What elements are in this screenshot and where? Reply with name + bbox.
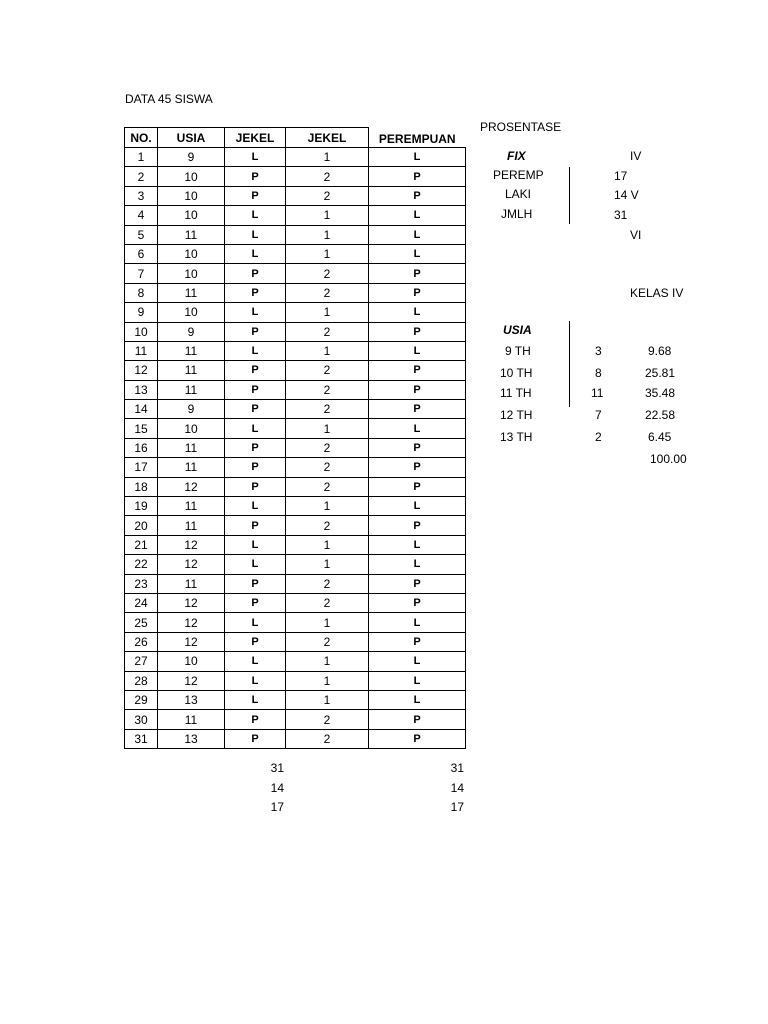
cell-jekel: P [225, 593, 286, 612]
cell-no: 3 [125, 186, 158, 205]
cell-jekel: P [225, 438, 286, 457]
cell-no: 10 [125, 322, 158, 341]
header-jekel-code: JEKEL [286, 128, 369, 148]
total-col4-0: 31 [270, 761, 284, 775]
cell-no: 6 [125, 244, 158, 263]
cell-jekel: P [225, 186, 286, 205]
prosentase-divider [569, 167, 570, 224]
cell-usia: 10 [158, 419, 225, 438]
cell-no: 25 [125, 613, 158, 632]
cell-jekel-code: 1 [286, 497, 369, 516]
cell-jekel-code: 1 [286, 671, 369, 690]
table-row [125, 167, 466, 186]
cell-usia: 9 [158, 322, 225, 341]
cell-jekel: P [225, 477, 286, 496]
cell-usia: 11 [158, 458, 225, 477]
laki-value: 14 V [614, 188, 639, 202]
jumlah-label: JMLH [501, 207, 533, 221]
cell-jekel-code: 2 [286, 729, 369, 748]
cell-usia: 11 [158, 283, 225, 302]
table-row [125, 516, 466, 535]
age-pct-10: 25.81 [645, 366, 676, 380]
age-pct-11: 35.48 [645, 386, 676, 400]
cell-usia: 11 [158, 710, 225, 729]
header-no: NO. [125, 128, 158, 148]
total-col5-1: 14 [450, 781, 464, 795]
table-row [125, 419, 466, 438]
cell-perempuan: L [369, 671, 466, 690]
cell-usia: 11 [158, 516, 225, 535]
table-row [125, 225, 466, 244]
cell-usia: 12 [158, 632, 225, 651]
table-header-row [125, 128, 466, 148]
cell-no: 8 [125, 283, 158, 302]
cell-no: 4 [125, 206, 158, 225]
cell-no: 18 [125, 477, 158, 496]
table-row [125, 322, 466, 341]
table-row [125, 283, 466, 302]
cell-jekel: P [225, 574, 286, 593]
header-usia: USIA [158, 128, 225, 148]
table-row [125, 341, 466, 360]
total-col4-2: 17 [270, 800, 284, 814]
cell-jekel: P [225, 283, 286, 302]
cell-usia: 11 [158, 438, 225, 457]
age-count-12: 7 [595, 408, 602, 422]
cell-jekel: P [225, 458, 286, 477]
cell-jekel: L [225, 225, 286, 244]
table-row [125, 438, 466, 457]
cell-perempuan: P [369, 710, 466, 729]
cell-jekel: L [225, 206, 286, 225]
cell-jekel-code: 2 [286, 438, 369, 457]
cell-usia: 10 [158, 167, 225, 186]
prosentase-title: PROSENTASE [480, 120, 562, 134]
cell-jekel-code: 2 [286, 710, 369, 729]
student-data-table [124, 127, 466, 749]
cell-no: 5 [125, 225, 158, 244]
cell-jekel: P [225, 632, 286, 651]
cell-perempuan: L [369, 244, 466, 263]
total-col4-1: 14 [270, 781, 284, 795]
cell-no: 16 [125, 438, 158, 457]
cell-usia: 10 [158, 652, 225, 671]
cell-no: 17 [125, 458, 158, 477]
cell-jekel-code: 2 [286, 574, 369, 593]
table-row [125, 729, 466, 748]
cell-perempuan: P [369, 477, 466, 496]
cell-no: 22 [125, 555, 158, 574]
table-row [125, 632, 466, 651]
cell-jekel-code: 1 [286, 613, 369, 632]
cell-usia: 13 [158, 729, 225, 748]
cell-jekel-code: 2 [286, 380, 369, 399]
age-pct-13: 6.45 [648, 430, 672, 444]
cell-usia: 11 [158, 380, 225, 399]
cell-jekel: P [225, 264, 286, 283]
cell-no: 28 [125, 671, 158, 690]
cell-no: 21 [125, 535, 158, 554]
cell-jekel: L [225, 341, 286, 360]
cell-jekel-code: 2 [286, 458, 369, 477]
age-label-11: 11 TH [500, 386, 532, 400]
cell-usia: 9 [158, 400, 225, 419]
cell-no: 9 [125, 303, 158, 322]
cell-jekel: L [225, 497, 286, 516]
cell-usia: 10 [158, 264, 225, 283]
cell-perempuan: L [369, 419, 466, 438]
age-count-9: 3 [595, 344, 602, 358]
cell-no: 12 [125, 361, 158, 380]
cell-perempuan: P [369, 593, 466, 612]
cell-jekel: P [225, 167, 286, 186]
age-label-12: 12 TH [500, 408, 533, 422]
table-row [125, 535, 466, 554]
cell-no: 1 [125, 148, 158, 167]
cell-usia: 10 [158, 186, 225, 205]
cell-no: 13 [125, 380, 158, 399]
cell-usia: 10 [158, 303, 225, 322]
cell-jekel: L [225, 419, 286, 438]
cell-perempuan: P [369, 438, 466, 457]
cell-jekel-code: 1 [286, 419, 369, 438]
table-row [125, 574, 466, 593]
cell-jekel-code: 2 [286, 516, 369, 535]
cell-jekel: P [225, 400, 286, 419]
table-row [125, 690, 466, 709]
laki-label: LAKI [505, 187, 532, 201]
cell-jekel: L [225, 671, 286, 690]
cell-usia: 12 [158, 535, 225, 554]
cell-perempuan: L [369, 652, 466, 671]
cell-jekel: P [225, 710, 286, 729]
cell-usia: 11 [158, 497, 225, 516]
cell-jekel-code: 2 [286, 264, 369, 283]
cell-jekel-code: 1 [286, 225, 369, 244]
cell-no: 27 [125, 652, 158, 671]
perempuan-label: PEREMP [493, 168, 544, 182]
cell-no: 26 [125, 632, 158, 651]
kelas-vi-marker: VI [630, 228, 642, 242]
cell-usia: 12 [158, 593, 225, 612]
cell-perempuan: L [369, 535, 466, 554]
table-row [125, 361, 466, 380]
cell-perempuan: P [369, 380, 466, 399]
cell-jekel-code: 2 [286, 593, 369, 612]
cell-usia: 12 [158, 477, 225, 496]
cell-perempuan: P [369, 264, 466, 283]
cell-perempuan: P [369, 458, 466, 477]
cell-jekel: P [225, 729, 286, 748]
cell-no: 31 [125, 729, 158, 748]
cell-jekel-code: 2 [286, 186, 369, 205]
cell-jekel: L [225, 652, 286, 671]
kelas-title: KELAS IV [630, 286, 684, 300]
cell-usia: 11 [158, 361, 225, 380]
cell-jekel-code: 1 [286, 690, 369, 709]
age-count-13: 2 [595, 430, 602, 444]
table-row [125, 652, 466, 671]
cell-jekel-code: 1 [286, 535, 369, 554]
cell-no: 19 [125, 497, 158, 516]
cell-perempuan: P [369, 186, 466, 205]
cell-perempuan: P [369, 632, 466, 651]
age-count-11: 11 [591, 386, 604, 400]
table-row [125, 671, 466, 690]
cell-jekel-code: 1 [286, 206, 369, 225]
age-label-10: 10 TH [500, 366, 533, 380]
cell-jekel: P [225, 322, 286, 341]
table-row [125, 264, 466, 283]
cell-jekel: P [225, 516, 286, 535]
cell-perempuan: L [369, 148, 466, 167]
table-row [125, 303, 466, 322]
table-row [125, 380, 466, 399]
fix-label: FIX [507, 149, 526, 163]
cell-no: 30 [125, 710, 158, 729]
cell-jekel: L [225, 148, 286, 167]
table-row [125, 477, 466, 496]
cell-no: 24 [125, 593, 158, 612]
cell-perempuan: P [369, 400, 466, 419]
cell-jekel: L [225, 690, 286, 709]
table-row [125, 710, 466, 729]
cell-perempuan: L [369, 206, 466, 225]
age-pct-12: 22.58 [645, 408, 676, 422]
table-row [125, 613, 466, 632]
cell-jekel: P [225, 361, 286, 380]
cell-jekel-code: 2 [286, 167, 369, 186]
kelas-iv-marker: IV [630, 149, 642, 163]
cell-usia: 12 [158, 671, 225, 690]
total-col5-0: 31 [450, 761, 464, 775]
cell-no: 14 [125, 400, 158, 419]
cell-jekel: L [225, 244, 286, 263]
header-perempuan: PEREMPUAN [369, 128, 466, 148]
cell-usia: 11 [158, 574, 225, 593]
cell-perempuan: L [369, 497, 466, 516]
table-row [125, 497, 466, 516]
age-label-9: 9 TH [505, 344, 531, 358]
cell-jekel: L [225, 535, 286, 554]
age-count-10: 8 [595, 366, 602, 380]
cell-jekel-code: 1 [286, 341, 369, 360]
cell-no: 23 [125, 574, 158, 593]
cell-perempuan: P [369, 283, 466, 302]
cell-jekel: P [225, 380, 286, 399]
cell-jekel-code: 2 [286, 283, 369, 302]
table-row [125, 555, 466, 574]
cell-jekel: L [225, 303, 286, 322]
perempuan-value: 17 [614, 169, 628, 183]
cell-jekel-code: 2 [286, 632, 369, 651]
cell-jekel-code: 1 [286, 555, 369, 574]
kelas-divider [569, 321, 570, 407]
cell-no: 20 [125, 516, 158, 535]
cell-perempuan: L [369, 555, 466, 574]
cell-perempuan: P [369, 322, 466, 341]
cell-perempuan: P [369, 729, 466, 748]
header-jekel: JEKEL [225, 128, 286, 148]
cell-perempuan: L [369, 225, 466, 244]
cell-jekel-code: 1 [286, 148, 369, 167]
age-label-13: 13 TH [500, 430, 533, 444]
cell-no: 29 [125, 690, 158, 709]
cell-jekel-code: 1 [286, 652, 369, 671]
table-row [125, 400, 466, 419]
cell-perempuan: L [369, 690, 466, 709]
cell-perempuan: L [369, 341, 466, 360]
cell-perempuan: P [369, 167, 466, 186]
cell-usia: 12 [158, 613, 225, 632]
cell-no: 15 [125, 419, 158, 438]
cell-jekel: L [225, 555, 286, 574]
cell-no: 11 [125, 341, 158, 360]
cell-perempuan: L [369, 613, 466, 632]
cell-jekel-code: 2 [286, 322, 369, 341]
usia-label: USIA [503, 323, 532, 337]
cell-perempuan: P [369, 516, 466, 535]
table-row [125, 148, 466, 167]
cell-perempuan: P [369, 574, 466, 593]
table-row [125, 593, 466, 612]
cell-jekel-code: 1 [286, 244, 369, 263]
cell-usia: 11 [158, 341, 225, 360]
cell-perempuan: L [369, 303, 466, 322]
document-title: DATA 45 SISWA [125, 92, 213, 106]
cell-jekel-code: 2 [286, 400, 369, 419]
cell-usia: 13 [158, 690, 225, 709]
cell-usia: 12 [158, 555, 225, 574]
cell-usia: 10 [158, 206, 225, 225]
cell-perempuan: P [369, 361, 466, 380]
pct-total: 100.00 [650, 452, 687, 466]
cell-usia: 9 [158, 148, 225, 167]
table-row [125, 244, 466, 263]
cell-usia: 10 [158, 244, 225, 263]
cell-no: 2 [125, 167, 158, 186]
cell-usia: 11 [158, 225, 225, 244]
table-row [125, 458, 466, 477]
cell-jekel-code: 2 [286, 477, 369, 496]
cell-no: 7 [125, 264, 158, 283]
table-row [125, 206, 466, 225]
table-row [125, 186, 466, 205]
cell-jekel: L [225, 613, 286, 632]
cell-jekel-code: 1 [286, 303, 369, 322]
jumlah-value: 31 [614, 208, 628, 222]
age-pct-9: 9.68 [648, 344, 672, 358]
total-col5-2: 17 [450, 800, 464, 814]
cell-jekel-code: 2 [286, 361, 369, 380]
